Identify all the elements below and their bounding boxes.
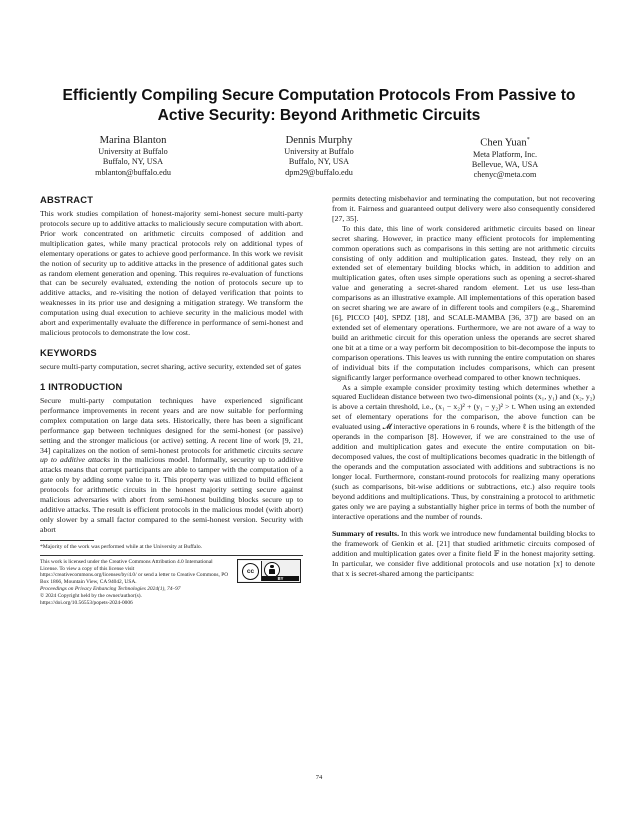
- summary-paragraph: [332, 529, 595, 579]
- abstract-text: This work studies compilation of honest-majority semi-honest secure multi-party protocols secure up to additive attacks to maliciously secure computation with abort. Prior work concentrated on arithmetic circuits composed of addition and multiplication gates, while many practical protocols rely on additional types of elementary operations or gates to achieve good performance. In this work we revisit the notion of security up to additive attacks in the presence of additional gates such as random element generation and opening. This requires re-evaluation of functions that can be securely evaluated, extending the notion of protocols secure up to additive attacks, and re-visiting the notion of delayed verification that points to weaknesses in its prior use and designing a mitigation strategy. We transform the computation using dual execution to achieve security in the malicious model with abort and experimentally evaluate the difference in performance of semi-honest and malicious protocols to demonstrate the low cost.: [40, 209, 303, 338]
- license-text: This work is licensed under the Creative Commons Attribution 4.0 International License. To view a copy of this license visit https://creativecommons.org/licenses/by/4.0/ or send a letter to Creative Commons, PO Box 1866, Mountain View, CA 94042, USA.: [40, 558, 229, 586]
- right-paragraph-1: permits detecting misbehavior and terminating the computation, but not recovering from it. Fairness and guaranteed output delivery were also consequently considered [27, 35].: [332, 194, 595, 223]
- by-label: BY: [262, 576, 299, 582]
- license-block: [40, 559, 303, 607]
- cc-icon: [239, 561, 262, 581]
- abstract-heading: ABSTRACT: [40, 194, 94, 205]
- author-affiliation: Meta Platform, Inc.: [472, 149, 538, 159]
- summary-label: Summary of results.: [332, 529, 400, 539]
- footnote-mark: *: [526, 137, 530, 143]
- keywords-text: secure multi-party computation, secret sharing, active security, extended set of gates: [40, 361, 301, 371]
- right-paragraph-3: As a simple example consider proximity testing which determines whether a squared Euclidean distance between two two-dimensional points (x₁, y₁) and (x₂, y₂) is above a certain threshold, i.e., (x₁ − x₂)² + (y₁ − y₂)² > t. When using an extended set of elementary operations for the comparison, the above function can be evaluated using 𝓜 interactive operations in 6 rounds, where ℓ is the bitlength of the operands in the comparison [8]. However, if we are constrained to the use of addition and multiplication gates and execute the entire computation on bit-decomposed values, the cost of multiplications becomes quadratic in the bitlength of the operands and the computation associated with additions and subtractions is no longer local. Furthermore, constant-round protocols for realizing many operations (such as comparisons, bit-wise additions or subtractions, etc.) also require tools beyond additions and multiplications. Thus, by constraining a protocol to arithmetic gates only we are paying a substantially higher price in terms of both the number of interactive operations and the number of rounds.: [332, 382, 595, 521]
- author-1: [40, 134, 226, 178]
- cc-by-badge[interactable]: [237, 559, 301, 583]
- page-number: 74: [315, 774, 323, 781]
- doi-link[interactable]: https://doi.org/10.56553/popets-2024-0006: [40, 599, 133, 606]
- author-email[interactable]: chenyc@meta.com: [473, 170, 537, 180]
- right-paragraph-2: To this date, this line of work considered arithmetic circuits based on linear secret sharing. However, in practice many efficient protocols for implementing common operations such as comparisons in this setting are not arithmetic circuits consisting of only addition and multiplication gates. Instead, they rely on an extended set of elementary building blocks which, in addition to addition and multiplication gates, often uses simple operations such as opening a secret-shared value and generating a secret-shared random element. Let us use less-than comparisons as an illustrative example. All implementations of this operation based on secret sharing we are aware of in different tools and compilers (e.g., Sharemind [6], PICCO [40], SPDZ [18], and SCALE-MAMBA [36, 37]) are based on an extended set of elementary operations. Furthermore, we are not aware of a way to build an arithmetic circuit for this operation unless the operands are secret shared one bit at a time or a way perform bit decomposition to bit-decompose the inputs to comparison operations. This leaves us with running the entire computation on shares of individual bits if the computation includes comparisons, which can present significantly larger performance overhead compared to other known techniques.: [332, 223, 595, 382]
- cc-icon-label: cc: [242, 563, 259, 580]
- author-email[interactable]: dpm29@buffalo.edu: [285, 167, 353, 177]
- intro-paragraph: [40, 396, 303, 535]
- journal-citation: [40, 586, 303, 593]
- keywords-heading: KEYWORDS: [40, 346, 97, 358]
- author-location: Buffalo, NY, USA: [288, 157, 350, 167]
- journal-name: Proceedings on Privacy Enhancing Technologies 2024(1), 74–97: [40, 586, 181, 592]
- license-divider: [40, 555, 303, 556]
- author-affiliation: University at Buffalo: [98, 147, 168, 156]
- paper-title: Efficiently Compiling Secure Computation Protocols From Passive to Active Security: Beyond Arithmetic Circuits: [62, 87, 576, 124]
- author-email[interactable]: mblanton@buffalo.edu: [95, 167, 171, 177]
- author-name: Chen Yuan: [480, 137, 527, 149]
- intro-text-cont: in the malicious model. Informally, security up to additive attacks means that corrupt participants are able to tamper with the computation of a gate only by adding some value to it. This property was utilized to build efficient protocols for arithmetic circuits in the honest majority setting secure against malicious adversaries with abort from semi-honest building blocks secure up to additive attacks. The result is efficient protocols in the malicious model (with abort) only slower by a small factor compared to the semi-honest version. Security with abort: [40, 455, 303, 534]
- left-column: [40, 194, 303, 606]
- summary-text: In this work we introduce new fundamental building blocks to the framework of Genkin et al. [21] that studied arithmetic circuits composed of addition and multiplication gates over a finite field 𝔽 in the honest majority setting. In particular, we consider five additional protocols and use notation [x] to denote that x is secret-shared among the participants:: [332, 529, 595, 579]
- author-location: Buffalo, NY, USA: [102, 157, 164, 167]
- intro-text: Secure multi-party computation techniques have experienced significant performance improvements in recent years and are now suitable for performing complex computation on large data sets. Historically, there has been a significant performance gap between techniques designed for the semi-honest (or passive) setting and the stronger malicious (or active) setting. A recent line of work [9, 21, 34] capitalizes on the notion of semi-honest protocols for arithmetic circuits: [40, 395, 303, 455]
- intro-heading: 1 INTRODUCTION: [40, 380, 123, 392]
- right-column: [332, 194, 595, 579]
- author-affiliation: University at Buffalo: [284, 147, 354, 156]
- footnote: *Majority of the work was performed while at the University at Buffalo.: [40, 543, 203, 550]
- author-block: [40, 134, 598, 184]
- intro-emphasis: secure up to additive attacks: [40, 445, 303, 465]
- author-2: [226, 134, 412, 178]
- copyright: © 2024 Copyright held by the owner/author(s).: [40, 592, 142, 599]
- author-3: [412, 134, 598, 181]
- author-name: Marina Blanton: [99, 135, 167, 146]
- author-name-line: [412, 134, 598, 150]
- author-name: Dennis Murphy: [285, 135, 353, 146]
- author-location: Bellevue, WA, USA: [471, 159, 539, 169]
- footnote-divider: [40, 540, 94, 541]
